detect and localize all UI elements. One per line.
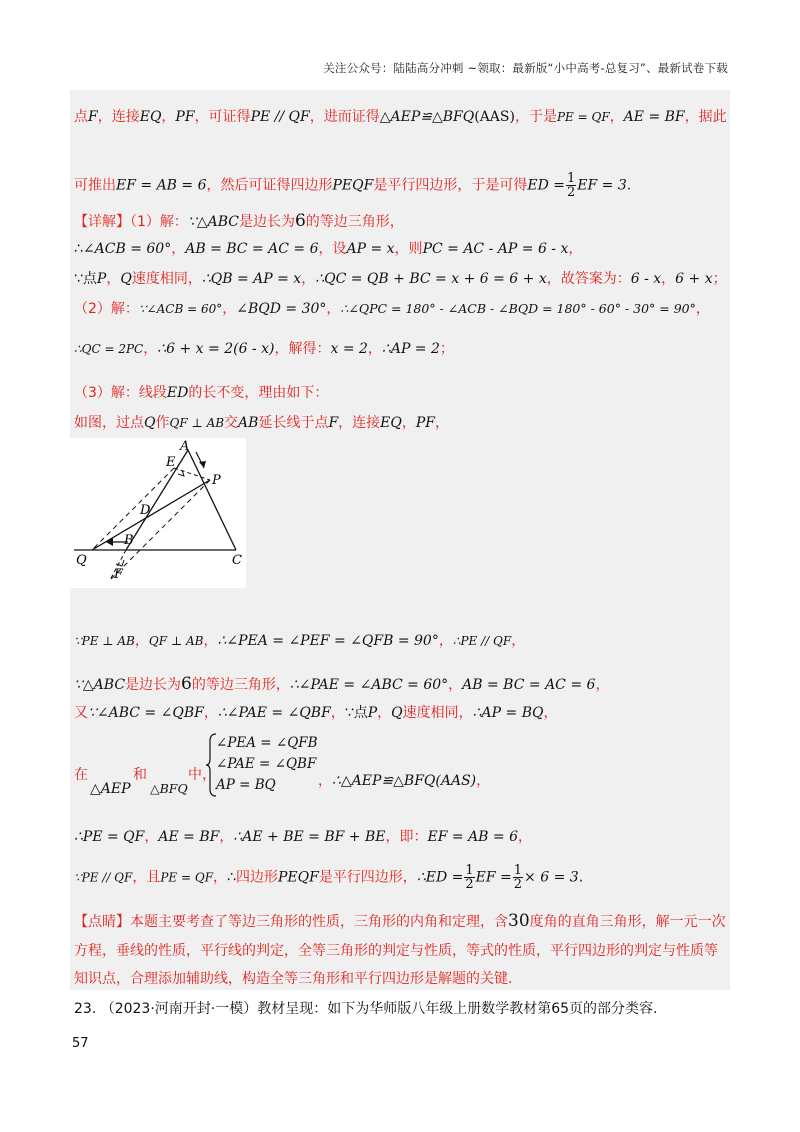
label-E: E	[166, 455, 176, 470]
solution-line-8: （3）解：线段ED的长不变，理由如下：	[74, 385, 329, 401]
solution-line-13: 在	[74, 767, 88, 783]
solution-line-14: ∴PE = QF，AE = BF，∴AE + BE = BF + BE，即：EF = AB = 6，	[74, 829, 533, 845]
page-number: 57	[72, 1036, 89, 1051]
question-23: 23. （2023·河南开封·一模）教材呈现：如下为华师版八年级上册数学教材第65页的部分类容.	[74, 1001, 658, 1017]
triangle-aep: △AEP	[90, 781, 131, 797]
solution-line-3: 【详解】（1）解：∵△ABC是边长为6的等边三角形，	[74, 211, 404, 231]
solution-line-10: ∵PE ⊥ AB，QF ⊥ AB，∴∠PEA = ∠PEF = ∠QFB = 90°，∴PE // QF，	[74, 633, 526, 649]
conj-and: 和	[133, 767, 147, 783]
geometry-figure	[70, 438, 246, 588]
solution-line-11: ∵△ABC是边长为6的等边三角形，∴∠PAE = ∠ABC = 60°，AB = BC = AC = 6，	[74, 674, 610, 694]
detail-tag: 【详解】	[74, 214, 130, 230]
solution-line-15: ∵PE // QF，且PE = QF，∴四边形PEQF是平行四边形，∴ED = $\frac{1}{2}$ EF = $\frac{1}{2}$ × 6 = 3.	[74, 863, 584, 892]
label-C: C	[232, 553, 242, 568]
solution-line-1: 点F，连接EQ，PF，可证得PE // QF，进而证得△AEP≌△BFQ(AAS)，于是PE = QF，AE = BF，据此	[74, 109, 727, 125]
label-F: F	[114, 567, 124, 582]
solution-line-2: 可推出EF = AB = 6，然后可证得四边形PEQF是平行四边形，于是可得ED = $\frac{1}{2}$ EF = 3.	[74, 171, 632, 200]
figure-background	[70, 438, 246, 588]
solution-line-4: ∴∠ACB = 60°，AB = BC = AC = 6，设AP = x，则PC = AC - AP = 6 - x，	[74, 241, 583, 257]
label-Q: Q	[76, 553, 87, 568]
solution-line-12: 又∵∠ABC = ∠QBF，∴∠PAE = ∠QBF，∵点P，Q速度相同，∴AP = BQ，	[74, 705, 558, 721]
conj-in: 中，	[188, 767, 216, 783]
solution-line-13-conclusion: ，∴△AEP≌△BFQ(AAS)，	[318, 773, 491, 789]
label-B: B	[124, 533, 134, 548]
solution-line-9: 如图，过点Q作QF ⊥ AB交AB延长线于点F，连接EQ，PF，	[74, 415, 450, 431]
solution-line-17: 方程，垂线的性质，平行线的判定，全等三角形的判定与性质，等式的性质，平行四边形的判定与性质等	[74, 943, 718, 959]
triangle-bfq: △BFQ	[150, 781, 188, 796]
label-D: D	[140, 503, 151, 518]
solution-line-7: ∴QC = 2PC，∴6 + x = 2(6 - x)，解得：x = 2，∴AP = 2；	[74, 341, 454, 357]
label-A: A	[180, 439, 190, 454]
equation-system: ∠PEA = ∠QFB ∠PAE = ∠QBF AP = BQ	[216, 735, 318, 793]
fraction-half-1: $\frac{1}{2}$	[465, 863, 474, 892]
label-P: P	[212, 473, 221, 488]
solution-line-5: ∵点P，Q速度相同，∴QB = AP = x，∴QC = QB + BC = x + 6 = 6 + x，故答案为：6 - x，6 + x；	[74, 271, 727, 287]
solution-line-16: 【点睛】本题主要考查了等边三角形的性质，三角形的内角和定理，含30度角的直角三角形，解一元一次	[74, 911, 726, 931]
solution-line-18: 知识点，合理添加辅助线，构造全等三角形和平行四边形是解题的关键.	[74, 971, 513, 987]
page-header: 关注公众号：陆陆高分冲刺 ~领取：最新版“小中高考-总复习”、最新试卷下载	[323, 61, 728, 75]
note-tag: 【点睛】	[74, 914, 130, 930]
fraction-half: $\frac{1}{2}$	[566, 171, 576, 200]
solution-line-6: （2）解：∵∠ACB = 60°，∠BQD = 30°，∴∠QPC = 180° - ∠ACB - ∠BQD = 180° - 60° - 30° = 90°，	[74, 301, 710, 317]
fraction-half-2: $\frac{1}{2}$	[513, 863, 523, 892]
